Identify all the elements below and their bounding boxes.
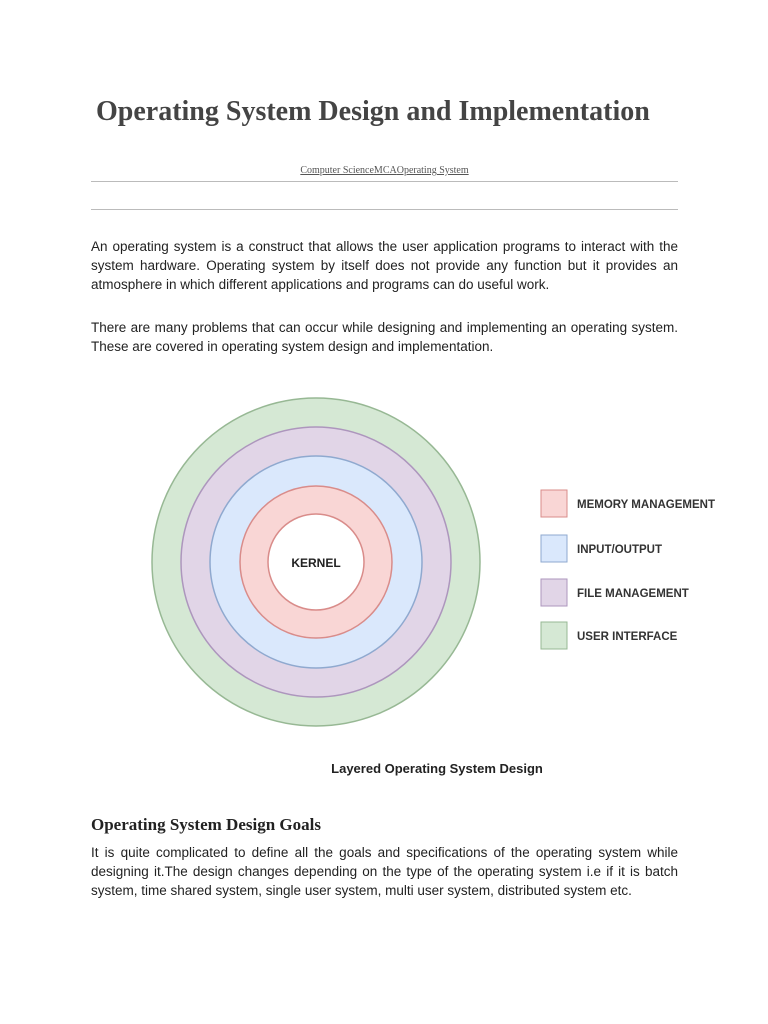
divider-bottom	[91, 209, 678, 210]
section-heading-design-goals: Operating System Design Goals	[91, 815, 321, 834]
category-links	[91, 165, 678, 177]
legend-label-user-interface: USER INTERFACE	[577, 631, 678, 643]
legend	[541, 490, 715, 649]
design-goals-paragraph: It is quite complicated to define all the goals and specifications of the operating system while designing it.The design changes depending on the type of the operating system i.e if it is batch system, time shared system, single user system, multi user system, distributed system etc.	[91, 845, 678, 898]
category-link-operating-system[interactable]: Operating System	[396, 165, 469, 176]
category-link-computer-science[interactable]: Computer Science	[300, 165, 374, 176]
figure-caption: Layered Operating System Design	[331, 761, 543, 776]
divider-top	[91, 181, 678, 182]
legend-swatch-memory-management	[541, 490, 567, 517]
intro-paragraph-1: An operating system is a construct that allows the user application programs to interact with the system hardware. Operating system by itself does not provide any function but it provides an atmosphere in which different applications and programs can do useful work.	[91, 239, 678, 292]
intro-paragraph-2: There are many problems that can occur while designing and implementing an operating system. These are covered in operating system design and implementation.	[91, 320, 678, 354]
legend-label-file-management: FILE MANAGEMENT	[577, 588, 689, 600]
legend-label-input-output: INPUT/OUTPUT	[577, 544, 662, 556]
legend-label-memory-management: MEMORY MANAGEMENT	[577, 499, 715, 511]
category-link-mca[interactable]: MCA	[373, 165, 397, 176]
page-title: Operating System Design and Implementation	[96, 96, 650, 127]
kernel-label: KERNEL	[291, 556, 341, 570]
layered-os-diagram	[91, 380, 768, 780]
legend-swatch-user-interface	[541, 622, 567, 649]
legend-swatch-file-management	[541, 579, 567, 606]
legend-swatch-input-output	[541, 535, 567, 562]
